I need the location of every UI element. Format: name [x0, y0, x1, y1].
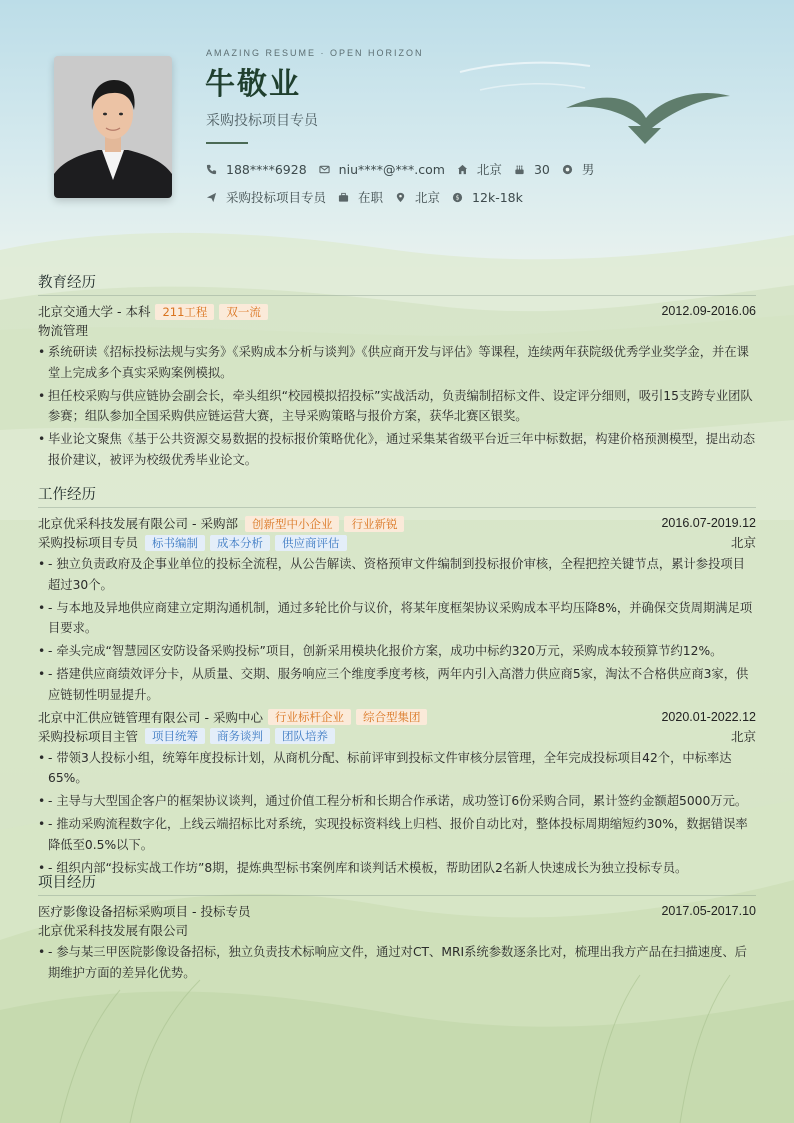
- company-name: 北京优采科技发展有限公司 - 采购部: [38, 516, 238, 531]
- list-item: • 毕业论文聚焦《基于公共资源交易数据的投标报价策略优化》，通过采集某省级平台近三年中标数据，构建价格预测模型，提出动态报价建议，被评为校级优秀毕业论文。: [38, 429, 756, 470]
- job-bullets: [38, 748, 756, 879]
- company-tag: 创新型中小企业: [245, 516, 340, 532]
- project-name: 医疗影像设备招标采购项目 - 投标专员: [38, 904, 251, 919]
- list-item: • - 独立负责政府及企事业单位的投标全流程，从公告解读、资格预审文件编制到投标报价审核，全程把控关键节点，累计参投项目超过30个。: [38, 554, 756, 595]
- phone-item: [206, 162, 307, 177]
- send-icon: [206, 192, 217, 203]
- age-text: 30: [533, 161, 550, 177]
- list-item: • - 推动采购流程数字化，上线云端招标比对系统，实现投标资料线上归档、报价自动比对，整体投标周期缩短约30%，数据错误率降低至0.5%以下。: [38, 814, 756, 855]
- location-pin-icon: [395, 192, 406, 203]
- project-date: 2017.05-2017.10: [661, 904, 756, 918]
- company-tag: 行业新锐: [344, 516, 404, 532]
- job-subheader: [38, 533, 756, 552]
- project-entry: [38, 902, 756, 983]
- company-name: 北京中汇供应链管理有限公司 - 采购中心: [38, 709, 263, 725]
- gender-text: 男: [581, 162, 595, 177]
- school-tag: 211工程: [155, 304, 214, 320]
- job-subheader: [38, 727, 756, 746]
- job-bullets: [38, 554, 756, 705]
- cake-icon: [514, 164, 525, 175]
- salary-text: 12k-18k: [472, 189, 523, 205]
- target-city-item: [395, 188, 440, 206]
- title-divider: [206, 142, 248, 144]
- list-item: • 担任校采购与供应链协会副会长，牵头组织“校园模拟招投标”实战活动，负责编制招标文件、设定评分细则，吸引15支跨专业团队参赛；组队参加全国采购供应链运营大赛，主导采购策略与报价方案，获华北赛区银奖。: [38, 386, 756, 427]
- list-item: • - 参与某三甲医院影像设备招标，独立负责技术标响应文件，通过对CT、MRI系统参数逐条比对，梳理出我方产品在扫描速度、后期维护方面的差异化优势。: [38, 942, 756, 983]
- list-item: • 系统研读《招标投标法规与实务》《采购成本分析与谈判》《供应商开发与评估》等课程，连续两年获院级优秀学业奖学金，并在课堂上完成多个真实采购案例模拟。: [38, 342, 756, 383]
- school-name: 北京交通大学 - 本科: [38, 304, 151, 319]
- skill-tag: 团队培养: [275, 728, 335, 744]
- section-title: 项目经历: [38, 875, 96, 891]
- tagline: AMAZING RESUME · OPEN HORIZON: [206, 48, 424, 58]
- section-divider: [38, 507, 756, 508]
- section-divider: [38, 895, 756, 896]
- email-icon: [319, 164, 330, 175]
- list-item: • - 与本地及异地供应商建立定期沟通机制，通过多轮比价与议价，将某年度框架协议采购成本平均压降8%，并确保交货周期满足项目要求。: [38, 598, 756, 639]
- email-item: [319, 162, 445, 177]
- education-bullets: [38, 342, 756, 470]
- home-item: [457, 160, 502, 178]
- job-date: 2020.01-2022.12: [661, 709, 756, 724]
- section-divider: [38, 295, 756, 296]
- school-tag: 双一流: [219, 304, 268, 320]
- job-position: 采购投标项目专员: [38, 535, 139, 550]
- project-bullets: [38, 942, 756, 983]
- skill-tag: 商务谈判: [210, 728, 270, 744]
- age-item: [514, 162, 550, 177]
- list-item: • - 搭建供应商绩效评分卡，从质量、交期、服务响应三个维度季度考核，两年内引入高潜力供应商5家，淘汰不合格供应商3家，供应链韧性明显提升。: [38, 664, 756, 705]
- skill-tag: 项目统筹: [145, 728, 205, 744]
- email-text: niu****@***.com: [338, 161, 445, 177]
- major: 物流管理: [38, 323, 89, 338]
- job-date: 2016.07-2019.12: [661, 516, 756, 530]
- education-header: [38, 302, 756, 321]
- salary-item: [452, 190, 523, 205]
- job-entry: [38, 708, 756, 879]
- salary-icon: [452, 192, 463, 203]
- candidate-name: 牛敬业: [205, 67, 301, 102]
- job-header: [38, 514, 756, 533]
- list-item: • - 带领3人投标小组，统筹年度投标计划，从商机分配、标前评审到投标文件审核分层管理，全年完成投标项目42个，中标率达65%。: [38, 748, 756, 789]
- job-header: [38, 708, 756, 727]
- intent-info-row: [206, 188, 535, 206]
- status-item: [338, 188, 383, 206]
- contact-info-row: [206, 160, 606, 178]
- home-icon: [457, 164, 468, 175]
- projects-section: [38, 873, 756, 986]
- project-company: 北京优采科技发展有限公司: [38, 923, 189, 938]
- education-section: [38, 273, 756, 473]
- skill-tag: 标书编制: [145, 535, 205, 551]
- target-position-text: 采购投标项目专员: [226, 190, 327, 205]
- skill-tag: 供应商评估: [275, 535, 347, 551]
- job-position: 采购投标项目主管: [38, 728, 139, 744]
- avatar: [54, 56, 172, 198]
- education-date: 2012.09-2016.06: [661, 304, 756, 318]
- section-title: 工作经历: [38, 487, 96, 503]
- company-tag: 综合型集团: [356, 709, 428, 725]
- list-item: • - 主导与大型国企客户的框架协议谈判，通过价值工程分析和长期合作承诺，成功签订6份采购合同，累计签约金额超5000万元。: [38, 791, 756, 812]
- gender-icon: [562, 164, 573, 175]
- home-text: 北京: [476, 162, 502, 177]
- job-title: 采购投标项目专员: [206, 113, 318, 129]
- job-city: 北京: [730, 535, 756, 550]
- company-tag: 行业标杆企业: [268, 709, 351, 725]
- target-position-item: [206, 188, 326, 206]
- project-header: [38, 902, 756, 921]
- gender-item: [562, 160, 595, 178]
- job-entry: [38, 514, 756, 705]
- job-city: 北京: [730, 728, 756, 744]
- portrait-image: [54, 56, 172, 198]
- list-item: • - 组织内部“投标实战工作坊”8期，提炼典型标书案例库和谈判话术模板，帮助团队2名新人快速成长为独立投标专员。: [38, 858, 756, 879]
- phone-text: 188****6928: [226, 161, 307, 177]
- section-title: 教育经历: [38, 275, 96, 291]
- skill-tag: 成本分析: [210, 535, 270, 551]
- list-item: • - 牵头完成“智慧园区安防设备采购投标”项目，创新采用模块化报价方案，成功中标约320万元，采购成本较预算节约12%。: [38, 641, 756, 662]
- phone-icon: [206, 164, 217, 175]
- briefcase-icon: [338, 192, 349, 203]
- target-city-text: 北京: [415, 190, 441, 205]
- svg-text:$: $: [455, 193, 460, 202]
- work-section: [38, 485, 756, 881]
- status-text: 在职: [358, 190, 384, 205]
